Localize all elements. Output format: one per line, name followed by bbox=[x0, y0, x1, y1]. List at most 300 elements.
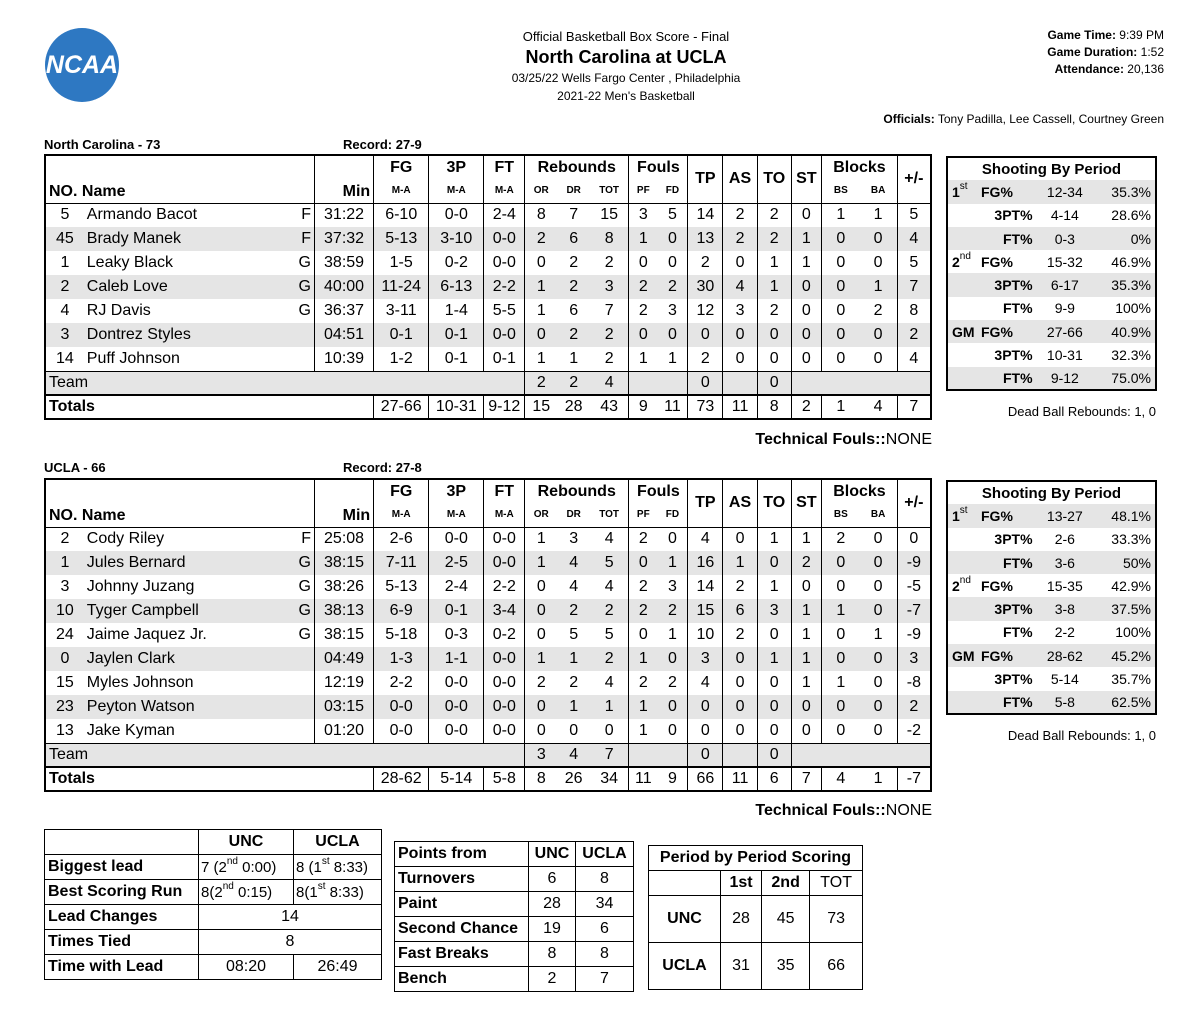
period-suffix: nd bbox=[959, 250, 971, 262]
gstats-part: 7 ( bbox=[201, 858, 219, 876]
player-dr: 2 bbox=[569, 602, 579, 619]
player-pf: 0 bbox=[638, 626, 648, 643]
player-ba: 0 bbox=[873, 230, 883, 247]
player-row bbox=[45, 227, 931, 251]
player-row bbox=[45, 671, 931, 695]
col-no: NO. bbox=[49, 506, 78, 524]
player-fd: 0 bbox=[667, 230, 677, 247]
ucla-box-score bbox=[44, 478, 932, 792]
player-turnovers: 0 bbox=[769, 554, 779, 571]
gstats-unc: 08:20 bbox=[199, 955, 294, 980]
period-title: Period by Period Scoring bbox=[649, 846, 863, 871]
player-reb-tot: 0 bbox=[604, 721, 614, 739]
totals-row bbox=[45, 395, 931, 419]
player-ft: 0-1 bbox=[492, 349, 516, 367]
sbp-made-attempts: 3-8 bbox=[1054, 601, 1075, 618]
player-assists: 2 bbox=[735, 206, 745, 224]
sbp-row bbox=[947, 320, 1156, 343]
player-position: G bbox=[298, 278, 311, 295]
ucla-record: Record: 27-8 bbox=[343, 460, 422, 475]
totals-fd: 9 bbox=[667, 770, 677, 787]
player-points: 16 bbox=[696, 554, 715, 571]
player-position: F bbox=[301, 230, 311, 247]
player-steals: 0 bbox=[801, 721, 811, 739]
player-dr: 2 bbox=[569, 278, 579, 295]
player-position: G bbox=[298, 602, 311, 619]
totals-reb-tot: 43 bbox=[600, 398, 619, 415]
player-ft: 0-0 bbox=[492, 554, 516, 571]
stat-label: FT% bbox=[1002, 230, 1033, 247]
player-steals: 0 bbox=[801, 349, 811, 367]
player-name: Caleb Love bbox=[86, 278, 168, 295]
period-p2: 35 bbox=[762, 943, 810, 990]
gstats-row bbox=[45, 905, 382, 930]
sbp-title: Shooting By Period bbox=[947, 481, 1156, 504]
player-steals: 1 bbox=[801, 626, 811, 643]
gstats-suffix: st bbox=[317, 880, 326, 892]
player-assists: 0 bbox=[735, 721, 745, 739]
player-fd: 0 bbox=[667, 530, 677, 548]
gstats-label: Time with Lead bbox=[45, 955, 199, 980]
player-row bbox=[45, 599, 931, 623]
player-fg: 2-2 bbox=[389, 674, 413, 691]
player-plusminus: 7 bbox=[909, 278, 919, 295]
player-turnovers: 1 bbox=[769, 650, 779, 667]
player-bs: 2 bbox=[836, 530, 846, 548]
team-label: Team bbox=[49, 745, 89, 763]
totals-assists: 11 bbox=[731, 770, 749, 787]
sbp-row bbox=[947, 551, 1156, 574]
col-tot: TOT bbox=[599, 184, 620, 196]
matchup-title: North Carolina at UCLA bbox=[525, 47, 727, 67]
unc-shooting-by-period bbox=[946, 156, 1157, 391]
sbp-made-attempts: 9-9 bbox=[1054, 300, 1075, 317]
player-dr: 1 bbox=[569, 349, 579, 367]
player-reb-tot: 2 bbox=[604, 349, 614, 367]
sbp-percent: 75.0% bbox=[1111, 369, 1151, 386]
player-reb-tot: 2 bbox=[604, 326, 614, 343]
player-plusminus: 2 bbox=[909, 326, 919, 343]
sbp-row bbox=[947, 204, 1156, 227]
player-3p: 0-0 bbox=[444, 674, 468, 691]
col-blocks: Blocks bbox=[833, 482, 886, 500]
sbp-percent: 48.1% bbox=[1111, 507, 1151, 524]
player-or: 1 bbox=[536, 278, 546, 295]
player-assists: 0 bbox=[735, 530, 745, 548]
player-fg: 5-13 bbox=[385, 230, 418, 247]
totals-ba: 4 bbox=[873, 398, 883, 415]
player-3p: 0-0 bbox=[444, 698, 468, 715]
player-position: F bbox=[301, 206, 311, 224]
team-tot: 7 bbox=[604, 745, 614, 763]
player-steals: 0 bbox=[801, 578, 811, 595]
player-pf: 2 bbox=[638, 674, 648, 691]
player-fg: 1-3 bbox=[389, 650, 413, 667]
player-fg: 3-11 bbox=[385, 302, 417, 319]
team-or: 3 bbox=[536, 745, 546, 763]
period-label: GM bbox=[952, 647, 975, 664]
sbp-percent: 0% bbox=[1130, 230, 1151, 247]
player-assists: 2 bbox=[735, 230, 745, 247]
sbp-made-attempts: 5-14 bbox=[1050, 671, 1079, 688]
sbp-row bbox=[947, 297, 1156, 320]
player-fg: 0-0 bbox=[389, 721, 413, 739]
player-points: 13 bbox=[696, 230, 715, 247]
sbp-title: Shooting By Period bbox=[947, 157, 1156, 180]
player-bs: 0 bbox=[836, 698, 846, 715]
col-plusminus: +/- bbox=[904, 494, 924, 512]
attendance: 20,136 bbox=[1127, 62, 1164, 76]
player-or: 0 bbox=[536, 254, 546, 271]
stat-label: 3PT% bbox=[994, 671, 1033, 688]
totals-dr: 28 bbox=[564, 398, 583, 415]
player-ft: 0-0 bbox=[492, 230, 516, 247]
player-ba: 0 bbox=[873, 254, 883, 271]
period-h1: 1st bbox=[721, 871, 762, 896]
col-fd: FD bbox=[665, 184, 680, 196]
player-fd: 0 bbox=[667, 326, 677, 343]
player-fd: 2 bbox=[667, 278, 677, 295]
pts-unc: 19 bbox=[529, 917, 576, 942]
gstats-ucla bbox=[294, 880, 382, 905]
gstats-label: Lead Changes bbox=[45, 905, 199, 930]
player-steals: 0 bbox=[801, 278, 811, 295]
col-st: ST bbox=[796, 494, 817, 512]
game-time-label: Game Time: bbox=[1047, 28, 1116, 42]
pts-ucla: 7 bbox=[575, 967, 633, 992]
player-steals: 0 bbox=[801, 326, 811, 343]
player-position: F bbox=[301, 530, 311, 548]
totals-label: Totals bbox=[49, 770, 95, 787]
player-points: 10 bbox=[696, 626, 715, 643]
player-row bbox=[45, 527, 931, 551]
player-number: 1 bbox=[60, 554, 70, 571]
player-ba: 0 bbox=[873, 698, 883, 715]
player-reb-tot: 3 bbox=[604, 278, 614, 295]
totals-reb-tot: 34 bbox=[600, 770, 619, 787]
stat-label: FT% bbox=[1002, 369, 1033, 386]
player-or: 1 bbox=[536, 650, 546, 667]
period-label: 2 bbox=[952, 577, 960, 594]
player-turnovers: 0 bbox=[769, 721, 779, 739]
col-dr: DR bbox=[566, 508, 581, 520]
sbp-row bbox=[947, 574, 1156, 597]
player-pf: 1 bbox=[638, 698, 648, 715]
player-bs: 0 bbox=[836, 554, 846, 571]
team-label: Team bbox=[49, 373, 89, 391]
player-steals: 1 bbox=[801, 602, 811, 619]
report-type: Official Basketball Box Score - Final bbox=[522, 29, 730, 44]
player-3p: 0-1 bbox=[444, 326, 468, 343]
player-reb-tot: 4 bbox=[604, 578, 614, 595]
col-to: TO bbox=[763, 494, 786, 512]
player-bs: 0 bbox=[836, 302, 846, 319]
sbp-percent: 50% bbox=[1122, 554, 1151, 571]
totals-3p: 10-31 bbox=[435, 398, 477, 415]
player-3p: 1-4 bbox=[444, 302, 468, 319]
pts-row bbox=[395, 867, 634, 892]
period-team: UCLA bbox=[649, 943, 721, 990]
player-name: Leaky Black bbox=[86, 254, 174, 271]
player-3p: 0-3 bbox=[444, 626, 468, 643]
totals-row bbox=[45, 767, 931, 791]
totals-fd: 11 bbox=[664, 398, 681, 415]
player-ba: 0 bbox=[873, 530, 883, 548]
player-or: 1 bbox=[536, 302, 546, 319]
period-label: GM bbox=[952, 323, 975, 340]
tech-value: NONE bbox=[885, 431, 932, 448]
player-turnovers: 1 bbox=[769, 530, 779, 548]
totals-points: 73 bbox=[696, 398, 715, 415]
player-name: Dontrez Styles bbox=[86, 326, 191, 343]
col-as: AS bbox=[728, 494, 752, 512]
ncaa-logo bbox=[34, 27, 130, 103]
player-points: 2 bbox=[700, 349, 710, 367]
period-scoring-table bbox=[648, 845, 863, 990]
sbp-made-attempts: 15-32 bbox=[1046, 253, 1083, 270]
totals-label: Totals bbox=[49, 398, 95, 415]
ucla-technical-fouls bbox=[755, 802, 932, 820]
player-points: 4 bbox=[700, 674, 710, 691]
gstats-header-ucla: UCLA bbox=[294, 830, 382, 855]
player-fd: 2 bbox=[667, 602, 677, 619]
player-assists: 6 bbox=[735, 602, 745, 619]
player-row bbox=[45, 719, 931, 743]
player-name: Jake Kyman bbox=[86, 721, 175, 739]
player-dr: 4 bbox=[569, 578, 579, 595]
player-fd: 3 bbox=[667, 578, 677, 595]
player-dr: 4 bbox=[569, 554, 579, 571]
totals-pf: 11 bbox=[635, 770, 652, 787]
sbp-percent: 100% bbox=[1115, 300, 1151, 317]
col-fg: FG bbox=[390, 482, 413, 500]
gstats-part: 8 ( bbox=[296, 858, 314, 876]
team-dr: 4 bbox=[569, 745, 579, 763]
team-tot: 4 bbox=[604, 373, 614, 391]
player-assists: 0 bbox=[735, 254, 745, 271]
player-row bbox=[45, 575, 931, 599]
player-fg: 7-11 bbox=[385, 554, 417, 571]
totals-dr: 26 bbox=[564, 770, 583, 787]
sbp-percent: 100% bbox=[1115, 624, 1151, 641]
period-suffix: nd bbox=[959, 574, 971, 586]
player-minutes: 31:22 bbox=[324, 206, 365, 224]
player-number: 2 bbox=[60, 530, 70, 548]
player-ft: 0-0 bbox=[492, 254, 516, 271]
player-minutes: 40:00 bbox=[324, 278, 365, 295]
player-pf: 2 bbox=[638, 602, 648, 619]
gstats-unc bbox=[199, 855, 294, 880]
player-or: 0 bbox=[536, 602, 546, 619]
player-row bbox=[45, 695, 931, 719]
player-assists: 0 bbox=[735, 349, 745, 367]
team-to: 0 bbox=[769, 373, 779, 391]
totals-or: 15 bbox=[532, 398, 551, 415]
stat-label: FG% bbox=[981, 323, 1013, 340]
player-fd: 0 bbox=[667, 254, 677, 271]
player-reb-tot: 5 bbox=[604, 626, 614, 643]
player-row bbox=[45, 647, 931, 671]
player-turnovers: 2 bbox=[769, 302, 779, 319]
col-tp: TP bbox=[695, 170, 716, 188]
player-turnovers: 0 bbox=[769, 698, 779, 715]
totals-assists: 11 bbox=[731, 398, 749, 415]
player-bs: 1 bbox=[836, 674, 846, 691]
unc-technical-fouls bbox=[755, 431, 932, 449]
period-label: 1 bbox=[952, 507, 960, 524]
player-dr: 2 bbox=[569, 326, 579, 343]
season-line: 2021-22 Men's Basketball bbox=[557, 89, 695, 103]
player-minutes: 37:32 bbox=[324, 230, 365, 247]
sbp-made-attempts: 9-12 bbox=[1050, 369, 1079, 386]
player-3p: 0-0 bbox=[444, 721, 468, 739]
totals-pf: 9 bbox=[638, 398, 648, 415]
player-points: 15 bbox=[696, 602, 715, 619]
period-tot: 66 bbox=[810, 943, 863, 990]
pts-ucla: 6 bbox=[575, 917, 633, 942]
player-name: Puff Johnson bbox=[86, 349, 180, 367]
player-turnovers: 3 bbox=[769, 602, 779, 619]
player-row bbox=[45, 623, 931, 647]
sbp-row bbox=[947, 644, 1156, 667]
player-minutes: 38:59 bbox=[324, 254, 365, 271]
team-to: 0 bbox=[769, 745, 779, 763]
sbp-made-attempts: 6-17 bbox=[1050, 277, 1079, 294]
player-turnovers: 0 bbox=[769, 674, 779, 691]
player-bs: 0 bbox=[836, 278, 846, 295]
col-ma: M-A bbox=[446, 508, 466, 520]
col-fd: FD bbox=[665, 508, 680, 520]
player-position: G bbox=[298, 554, 311, 571]
col-fouls: Fouls bbox=[637, 482, 680, 500]
gstats-shared: 14 bbox=[199, 905, 382, 930]
stat-label: FT% bbox=[1002, 693, 1033, 710]
player-name: Jaylen Clark bbox=[86, 650, 175, 667]
gstats-time: 8:33) bbox=[329, 858, 368, 876]
col-min: Min bbox=[342, 506, 371, 524]
player-minutes: 38:13 bbox=[324, 602, 365, 619]
sbp-row bbox=[947, 180, 1156, 203]
player-reb-tot: 1 bbox=[604, 698, 614, 715]
player-fd: 3 bbox=[667, 302, 677, 319]
totals-ft: 9-12 bbox=[488, 398, 521, 415]
player-reb-tot: 8 bbox=[604, 230, 614, 247]
player-dr: 1 bbox=[569, 650, 579, 667]
points-from-table bbox=[394, 841, 634, 992]
officials-label: Officials: bbox=[883, 112, 935, 126]
player-3p: 0-1 bbox=[444, 602, 468, 619]
sbp-percent: 35.3% bbox=[1111, 277, 1151, 294]
stat-label: FG% bbox=[981, 507, 1013, 524]
tech-value: NONE bbox=[885, 802, 932, 819]
player-fd: 2 bbox=[667, 674, 677, 691]
stat-label: 3PT% bbox=[994, 601, 1033, 618]
player-name: Johnny Juzang bbox=[86, 578, 195, 595]
period-row bbox=[649, 896, 863, 943]
gstats-period: 2 bbox=[218, 858, 227, 876]
col-name: Name bbox=[81, 506, 126, 524]
totals-steals: 7 bbox=[801, 770, 811, 787]
pts-ucla: 8 bbox=[575, 942, 633, 967]
game-stats-table bbox=[44, 829, 382, 980]
period-htot: TOT bbox=[810, 871, 863, 896]
player-minutes: 38:26 bbox=[324, 578, 365, 595]
sbp-percent: 35.3% bbox=[1111, 183, 1151, 200]
player-ft: 0-0 bbox=[492, 530, 516, 548]
pts-label: Paint bbox=[395, 892, 529, 917]
player-or: 0 bbox=[536, 721, 546, 739]
col-blocks: Blocks bbox=[833, 158, 886, 176]
gstats-part: 8( bbox=[201, 883, 215, 901]
gstats-suffix: nd bbox=[226, 855, 238, 867]
totals-fg: 28-62 bbox=[380, 770, 422, 787]
player-or: 8 bbox=[536, 206, 546, 224]
gstats-time: 0:15) bbox=[233, 883, 273, 901]
player-minutes: 36:37 bbox=[324, 302, 365, 319]
col-rebounds: Rebounds bbox=[537, 482, 616, 500]
sbp-row bbox=[947, 691, 1156, 714]
player-or: 1 bbox=[536, 349, 546, 367]
period-p2: 45 bbox=[762, 896, 810, 943]
game-time: 9:39 PM bbox=[1119, 28, 1164, 42]
gstats-ucla bbox=[294, 855, 382, 880]
player-ba: 0 bbox=[873, 650, 883, 667]
player-bs: 0 bbox=[836, 326, 846, 343]
team-row bbox=[45, 743, 931, 767]
player-or: 0 bbox=[536, 626, 546, 643]
player-assists: 2 bbox=[735, 578, 745, 595]
pts-unc: 2 bbox=[529, 967, 576, 992]
player-number: 14 bbox=[55, 349, 74, 367]
pts-unc: 6 bbox=[529, 867, 576, 892]
player-number: 0 bbox=[60, 650, 70, 667]
col-to: TO bbox=[763, 170, 786, 188]
player-steals: 1 bbox=[801, 230, 811, 247]
player-dr: 5 bbox=[569, 626, 579, 643]
player-3p: 1-1 bbox=[444, 650, 468, 667]
unc-box-score bbox=[44, 154, 932, 420]
player-row bbox=[45, 347, 931, 371]
totals-plusminus: -7 bbox=[906, 770, 921, 787]
game-duration: 1:52 bbox=[1140, 45, 1164, 59]
player-or: 1 bbox=[536, 554, 546, 571]
player-turnovers: 2 bbox=[769, 230, 779, 247]
col-or: OR bbox=[533, 184, 549, 196]
player-bs: 1 bbox=[836, 206, 846, 224]
player-name: Cody Riley bbox=[86, 530, 165, 548]
totals-or: 8 bbox=[536, 770, 546, 787]
col-ma: M-A bbox=[494, 508, 514, 520]
gstats-time: 0:00) bbox=[237, 858, 277, 876]
pts-title: Points from bbox=[395, 842, 529, 867]
player-assists: 0 bbox=[735, 674, 745, 691]
player-pf: 3 bbox=[638, 206, 648, 224]
sbp-row bbox=[947, 273, 1156, 296]
stat-label: 3PT% bbox=[994, 531, 1033, 548]
player-row bbox=[45, 299, 931, 323]
player-turnovers: 0 bbox=[769, 326, 779, 343]
player-fg: 5-13 bbox=[385, 578, 418, 595]
player-or: 0 bbox=[536, 698, 546, 715]
player-or: 1 bbox=[536, 530, 546, 548]
player-points: 12 bbox=[696, 302, 715, 319]
player-fg: 0-0 bbox=[389, 698, 413, 715]
player-ba: 0 bbox=[873, 602, 883, 619]
player-reb-tot: 2 bbox=[604, 602, 614, 619]
stat-label: FG% bbox=[981, 183, 1013, 200]
player-number: 13 bbox=[55, 721, 74, 739]
player-name: Peyton Watson bbox=[86, 698, 195, 715]
